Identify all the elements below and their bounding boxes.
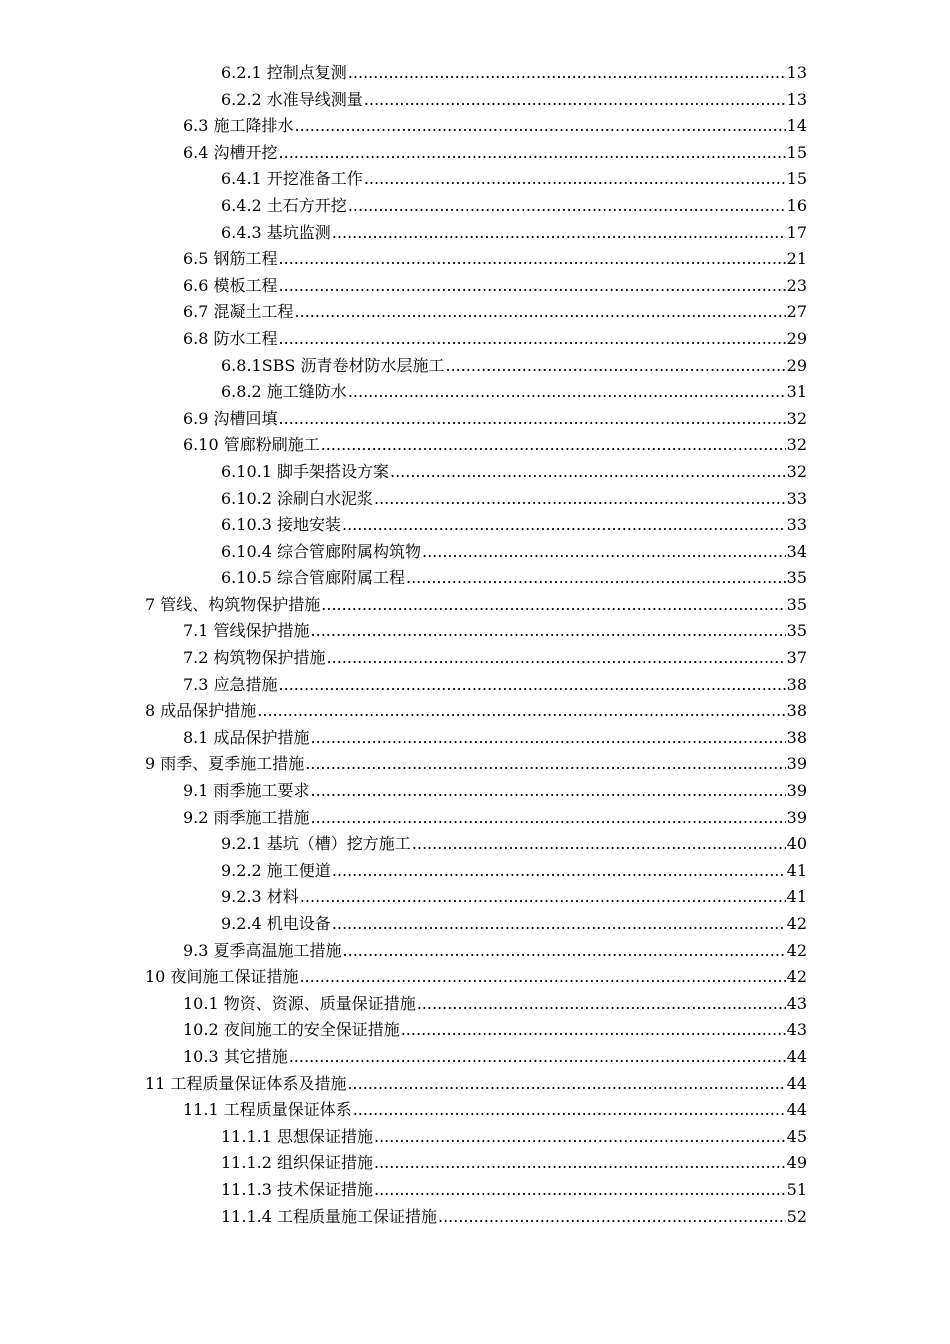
toc-entry-page-number: 21 [786,249,807,269]
toc-dot-leader [332,911,786,938]
toc-entry-page-number: 43 [786,993,807,1013]
toc-entry-label: 11.1.2 组织保证措施 [221,1153,373,1173]
toc-dot-leader [321,592,785,619]
toc-entry-page-number: 29 [786,328,807,348]
toc-dot-leader [311,618,786,645]
toc-entry[interactable] [183,432,807,459]
toc-entry[interactable] [183,725,807,752]
toc-entry-label: 10.2 夜间施工的安全保证措施 [183,1020,400,1040]
toc-entry[interactable] [183,805,807,832]
toc-entry-page-number: 42 [786,940,807,960]
toc-entry-label: 7.2 构筑物保护措施 [183,648,326,668]
toc-entry[interactable] [183,140,807,167]
toc-entry-label: 6.10.3 接地安装 [221,515,341,535]
toc-dot-leader [327,645,786,672]
toc-entry[interactable] [221,87,807,114]
toc-entry-label: 11.1.4 工程质量施工保证措施 [221,1206,437,1226]
toc-dot-leader [353,1097,786,1124]
toc-entry-label: 7.3 应急措施 [183,674,278,694]
toc-dot-leader [412,831,786,858]
toc-entry-page-number: 15 [786,142,807,162]
toc-entry[interactable] [221,486,807,513]
toc-entry[interactable] [221,565,807,592]
toc-entry[interactable] [221,539,807,566]
toc-dot-leader [342,512,786,539]
toc-entry[interactable] [145,751,807,778]
toc-entry-page-number: 38 [786,701,807,721]
toc-entry-label: 6.4.1 开挖准备工作 [221,169,363,189]
toc-entry-label: 11.1.3 技术保证措施 [221,1179,373,1199]
toc-entry-label: 11.1 工程质量保证体系 [183,1100,352,1120]
toc-dot-leader [311,805,786,832]
toc-dot-leader [374,1124,786,1151]
toc-entry[interactable] [183,778,807,805]
toc-entry-label: 8.1 成品保护措施 [183,727,310,747]
toc-entry-label: 6.10.4 综合管廊附属构筑物 [221,541,421,561]
toc-dot-leader [279,140,786,167]
toc-entry[interactable] [145,592,807,619]
toc-entry[interactable] [183,938,807,965]
toc-entry-page-number: 44 [786,1100,807,1120]
toc-entry-page-number: 39 [786,754,807,774]
toc-dot-leader [279,273,786,300]
toc-dot-leader [417,991,786,1018]
toc-entry[interactable] [183,991,807,1018]
toc-entry-page-number: 34 [786,541,807,561]
toc-entry-label: 11.1.1 思想保证措施 [221,1126,373,1146]
toc-entry-page-number: 32 [786,408,807,428]
toc-entry[interactable] [221,1150,807,1177]
toc-entry-page-number: 35 [786,594,807,614]
toc-entry-label: 9.1 雨季施工要求 [183,781,310,801]
toc-dot-leader [299,964,785,991]
toc-entry-page-number: 51 [786,1179,807,1199]
toc-entry[interactable] [183,273,807,300]
toc-entry-label: 6.4.2 土石方开挖 [221,195,347,215]
toc-entry-page-number: 33 [786,488,807,508]
toc-dot-leader [438,1204,786,1231]
toc-entry-page-number: 17 [786,222,807,242]
toc-entry[interactable] [183,1017,807,1044]
toc-entry[interactable] [183,672,807,699]
toc-entry[interactable] [145,1071,807,1098]
toc-entry-label: 6.4.3 基坑监测 [221,222,331,242]
toc-entry-page-number: 16 [786,195,807,215]
toc-dot-leader [332,858,786,885]
toc-entry-page-number: 40 [786,834,807,854]
toc-entry[interactable] [183,1097,807,1124]
toc-entry-page-number: 45 [786,1126,807,1146]
toc-entry[interactable] [221,353,807,380]
toc-entry-page-number: 38 [786,674,807,694]
toc-entry-label: 8 成品保护措施 [145,701,257,721]
toc-entry[interactable] [183,618,807,645]
toc-entry[interactable] [145,964,807,991]
toc-dot-leader [347,1071,785,1098]
toc-entry-page-number: 14 [786,116,807,136]
toc-dot-leader [401,1017,786,1044]
toc-entry-page-number: 35 [786,621,807,641]
toc-entry[interactable] [221,911,807,938]
toc-entry-page-number: 38 [786,727,807,747]
toc-entry[interactable] [221,1124,807,1151]
toc-entry-page-number: 42 [786,967,807,987]
toc-dot-leader [279,672,786,699]
toc-entry-label: 10.3 其它措施 [183,1046,288,1066]
toc-dot-leader [390,459,786,486]
toc-dot-leader [289,1044,786,1071]
toc-entry[interactable] [221,459,807,486]
toc-entry-label: 6.2.2 水准导线测量 [221,89,363,109]
toc-dot-leader [364,87,786,114]
toc-dot-leader [295,113,786,140]
toc-entry-label: 10.1 物资、资源、质量保证措施 [183,993,416,1013]
toc-dot-leader [374,486,786,513]
toc-entry-label: 9.3 夏季高温施工措施 [183,940,342,960]
toc-entry-page-number: 39 [786,807,807,827]
toc-entry-label: 9 雨季、夏季施工措施 [145,754,305,774]
toc-dot-leader [300,884,786,911]
toc-entry-page-number: 32 [786,461,807,481]
toc-entry[interactable] [183,645,807,672]
toc-dot-leader [445,353,785,380]
toc-entry-label: 9.2.3 材料 [221,887,299,907]
toc-entry-label: 6.4 沟槽开挖 [183,142,278,162]
toc-entry-label: 10 夜间施工保证措施 [145,967,299,987]
toc-entry[interactable] [221,858,807,885]
toc-entry-label: 7.1 管线保护措施 [183,621,310,641]
toc-dot-leader [332,220,786,247]
toc-entry-page-number: 33 [786,515,807,535]
toc-dot-leader [374,1177,786,1204]
toc-entry[interactable] [221,193,807,220]
toc-dot-leader [279,246,786,273]
toc-entry[interactable] [183,299,807,326]
toc-entry-page-number: 13 [786,89,807,109]
toc-entry-label: 6.6 模板工程 [183,275,278,295]
toc-entry-label: 6.10.2 涂刷白水泥浆 [221,488,373,508]
toc-dot-leader [422,539,786,566]
toc-entry-page-number: 52 [786,1206,807,1226]
toc-entry[interactable] [221,1204,807,1231]
toc-entry[interactable] [221,60,807,87]
toc-entry-label: 6.5 钢筋工程 [183,249,278,269]
toc-dot-leader [279,326,786,353]
toc-dot-leader [311,725,786,752]
toc-dot-leader [305,751,785,778]
toc-entry[interactable] [221,379,807,406]
toc-dot-leader [321,432,786,459]
toc-entry-page-number: 41 [786,887,807,907]
toc-entry-label: 6.2.1 控制点复测 [221,63,347,82]
toc-entry[interactable] [221,220,807,247]
toc-entry-label: 6.10.5 综合管廊附属工程 [221,568,405,588]
toc-entry-page-number: 35 [786,568,807,588]
toc-entry[interactable] [221,512,807,539]
toc-dot-leader [348,379,786,406]
toc-dot-leader [279,406,786,433]
toc-entry-label: 9.2.1 基坑（槽）挖方施工 [221,834,411,854]
toc-entry-page-number: 31 [786,382,807,402]
toc-entry-page-number: 42 [786,914,807,933]
toc-entry-page-number: 43 [786,1020,807,1040]
toc-dot-leader [257,698,785,725]
toc-entry-label: 6.3 施工降排水 [183,116,294,136]
table-of-contents [0,60,950,1230]
toc-entry-page-number: 13 [786,63,807,82]
toc-entry[interactable] [145,698,807,725]
toc-entry-page-number: 44 [786,1046,807,1066]
toc-entry-page-number: 44 [786,1073,807,1093]
toc-entry-page-number: 29 [786,355,807,375]
toc-entry-label: 6.9 沟槽回填 [183,408,278,428]
toc-entry[interactable] [221,1177,807,1204]
toc-entry-page-number: 27 [786,302,807,322]
toc-entry-label: 6.7 混凝土工程 [183,302,294,322]
toc-entry-label: 9.2.4 机电设备 [221,914,331,933]
toc-entry-page-number: 37 [786,648,807,668]
toc-entry[interactable] [183,113,807,140]
toc-entry-label: 6.8.2 施工缝防水 [221,382,347,402]
toc-entry[interactable] [221,884,807,911]
toc-entry[interactable] [183,1044,807,1071]
toc-entry[interactable] [221,831,807,858]
toc-entry-page-number: 32 [786,435,807,455]
toc-dot-leader [311,778,786,805]
toc-entry-page-number: 41 [786,860,807,880]
toc-dot-leader [348,193,786,220]
toc-dot-leader [343,938,786,965]
toc-entry-label: 11 工程质量保证体系及措施 [145,1073,347,1093]
toc-entry[interactable] [221,166,807,193]
toc-entry-page-number: 39 [786,781,807,801]
toc-entry-page-number: 23 [786,275,807,295]
toc-entry-label: 6.8 防水工程 [183,328,278,348]
toc-entry-page-number: 49 [786,1153,807,1173]
toc-dot-leader [364,166,786,193]
toc-entry-label: 6.10 管廊粉刷施工 [183,435,320,455]
toc-entry-label: 6.8.1SBS 沥青卷材防水层施工 [221,355,445,375]
toc-entry[interactable] [183,246,807,273]
toc-dot-leader [406,565,786,592]
toc-dot-leader [295,299,786,326]
toc-entry-page-number: 15 [786,169,807,189]
toc-dot-leader [374,1150,786,1177]
toc-dot-leader [348,60,786,87]
toc-entry-label: 9.2 雨季施工措施 [183,807,310,827]
toc-entry[interactable] [183,326,807,353]
toc-entry-label: 7 管线、构筑物保护措施 [145,594,321,614]
toc-entry-label: 6.10.1 脚手架搭设方案 [221,461,389,481]
toc-entry[interactable] [183,406,807,433]
toc-entry-label: 9.2.2 施工便道 [221,860,331,880]
